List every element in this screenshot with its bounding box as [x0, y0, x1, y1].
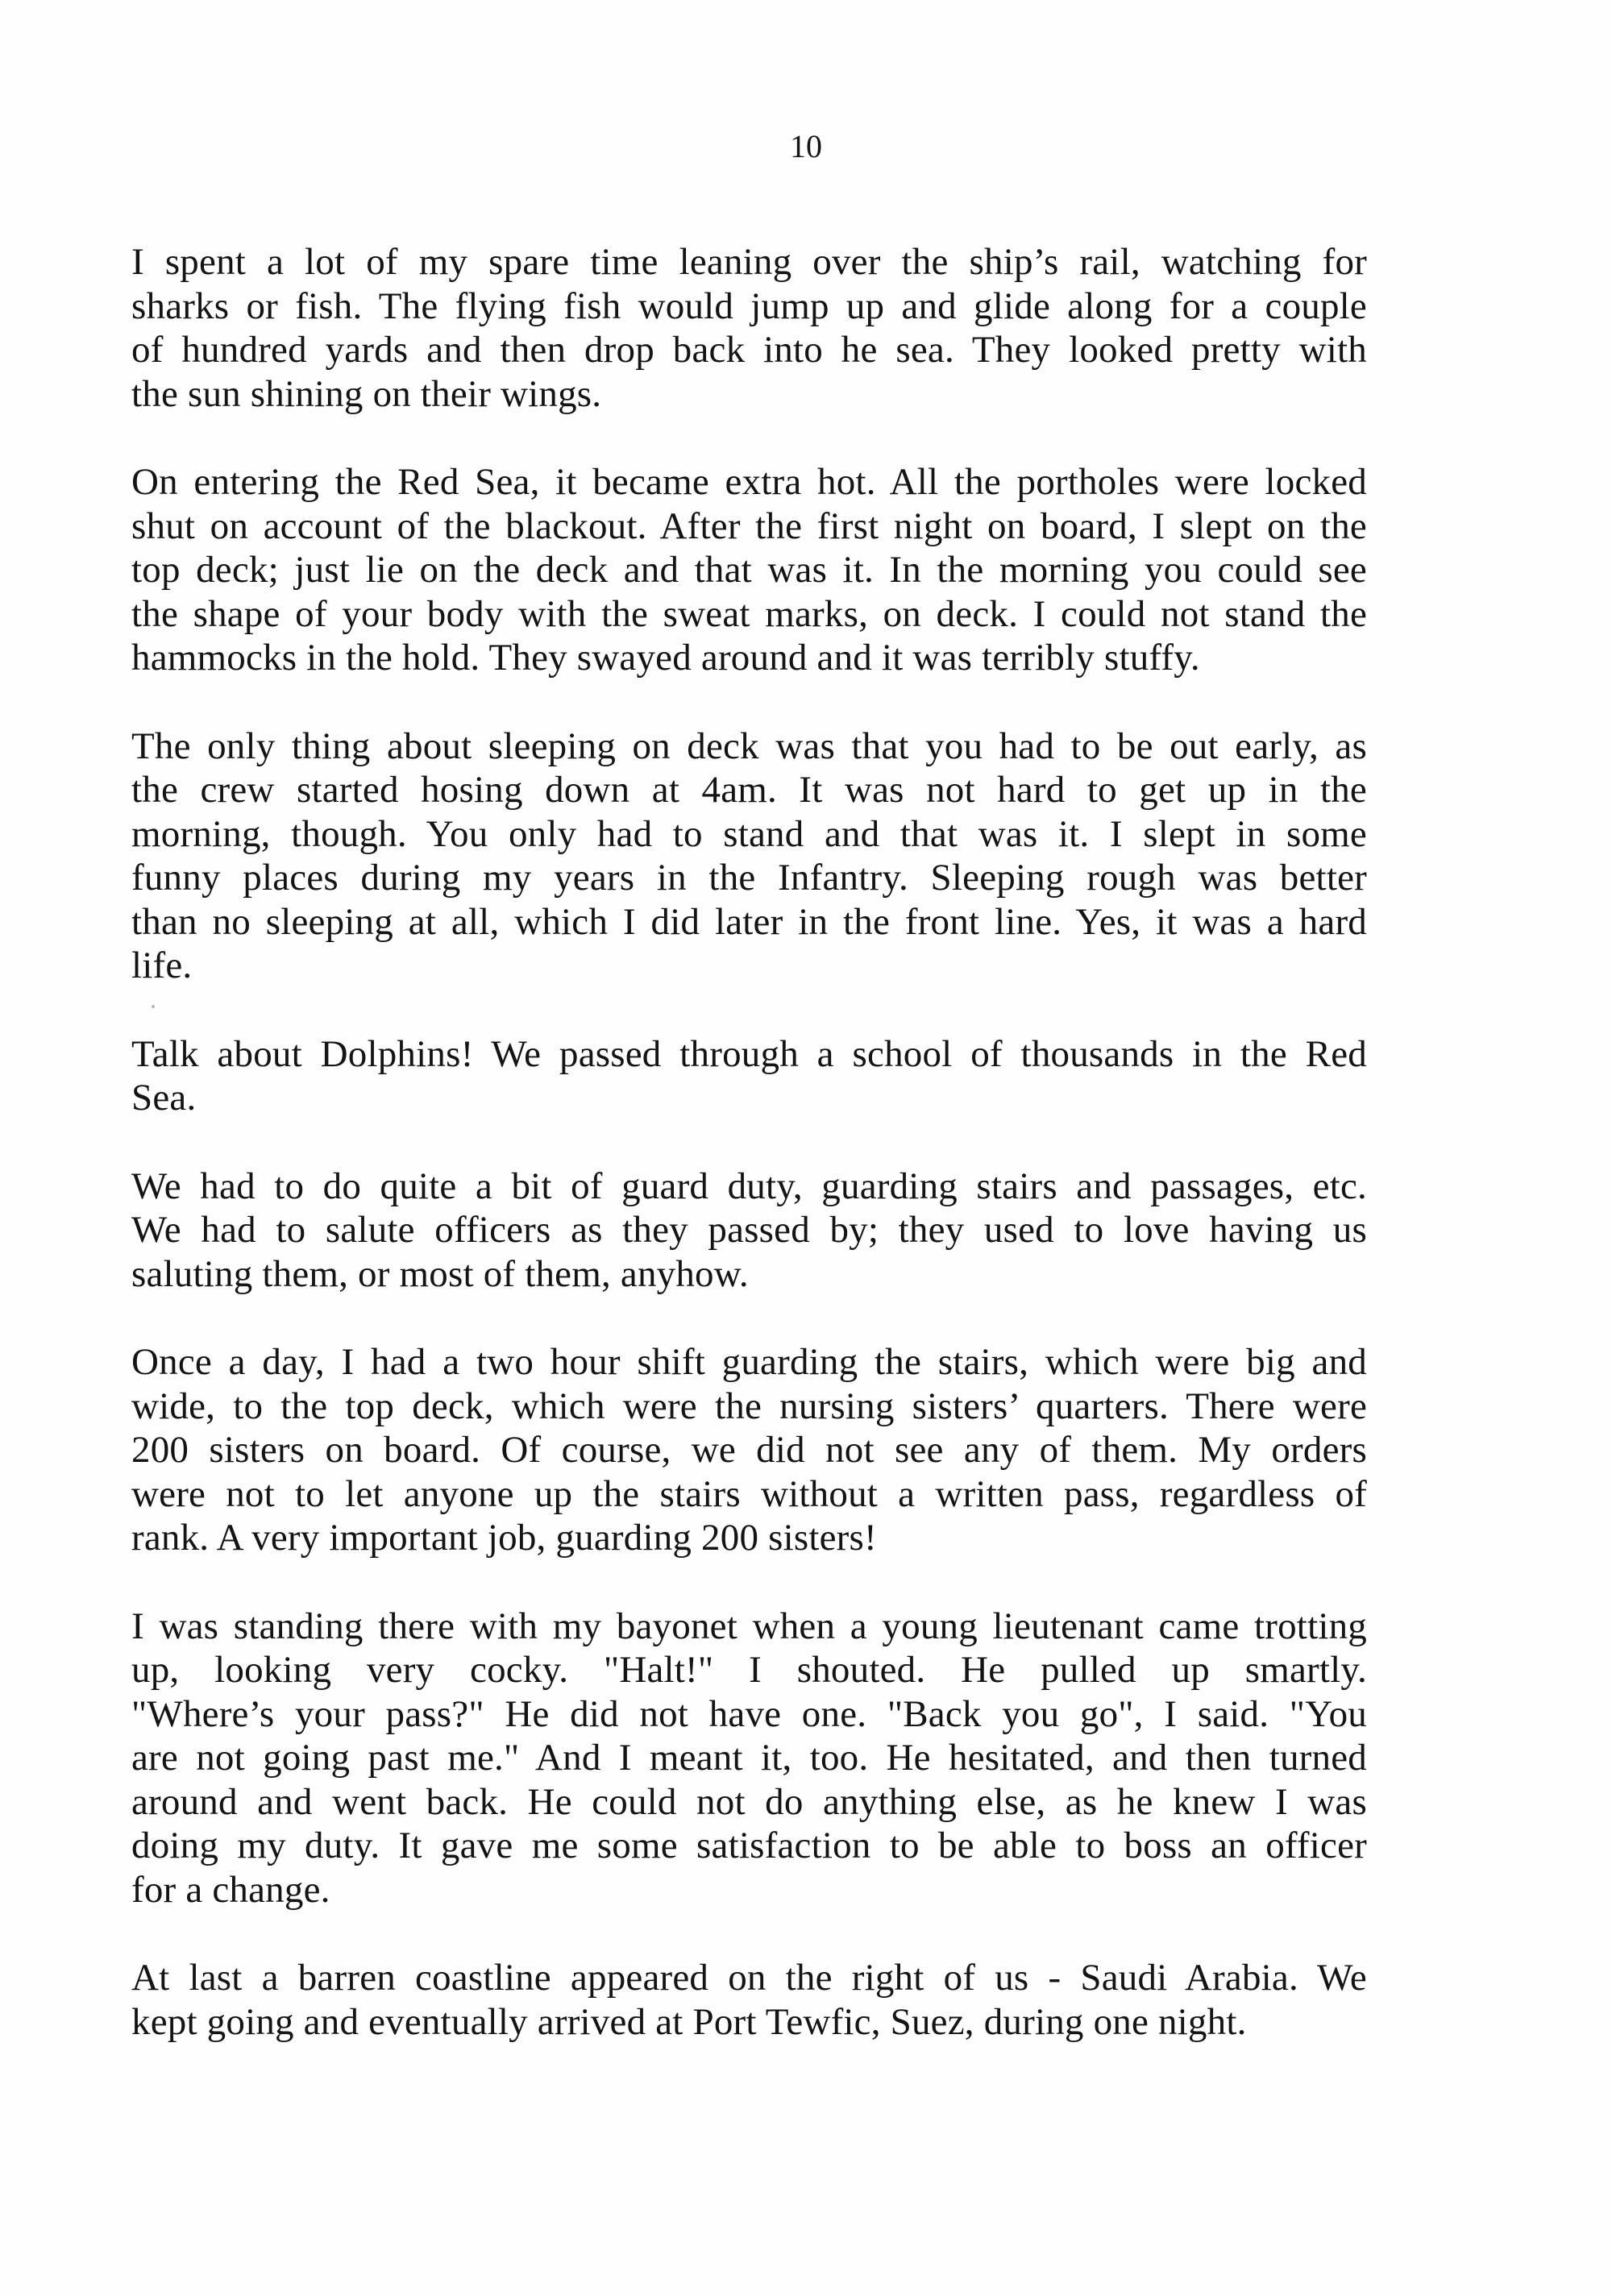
text-line: are not going past me." And I meant it, too. He hesitated, and then turned [131, 1737, 1367, 1779]
text-line: sharks or fish. The flying fish would jump up and glide along for a couple [131, 284, 1367, 327]
text-line: The only thing about sleeping on deck was that you had to be out early, as [131, 725, 1367, 767]
paragraph [131, 1340, 1367, 1560]
paragraph [131, 1032, 1367, 1120]
text-line: hammocks in the hold. They swayed around and it was terribly stuffy. [131, 637, 1200, 679]
text-line: 200 sisters on board. Of course, we did not see any of them. My orders [131, 1429, 1367, 1471]
text-line: saluting them, or most of them, anyhow. [131, 1252, 749, 1295]
text-line: than no sleeping at all, which I did later in the front line. Yes, it was a hard [131, 900, 1367, 943]
text-line: morning, though. You only had to stand and that was it. I slept in some [131, 812, 1367, 855]
text-line: wide, to the top deck, which were the nursing sisters’ quarters. There were [131, 1385, 1367, 1427]
text-line: I was standing there with my bayonet when a young lieutenant came trotting [131, 1605, 1367, 1647]
text-line: We had to salute officers as they passed by; they used to love having us [131, 1209, 1367, 1251]
text-line: "Where’s your pass?" He did not have one. "Back you go", I said. "You [131, 1692, 1367, 1735]
text-line: around and went back. He could not do anything else, as he knew I was [131, 1780, 1367, 1823]
paragraph [131, 1956, 1367, 2044]
text-line: were not to let anyone up the stairs without a written pass, regardless of [131, 1472, 1367, 1515]
text-line: top deck; just lie on the deck and that was it. In the morning you could see [131, 549, 1367, 591]
text-line: We had to do quite a bit of guard duty, guarding stairs and passages, etc. [131, 1165, 1367, 1207]
paragraph [131, 1605, 1367, 1912]
paragraph [131, 1165, 1367, 1297]
paragraph [131, 460, 1367, 680]
text-line: the shape of your body with the sweat marks, on deck. I could not stand the [131, 592, 1367, 635]
body-text [131, 240, 1367, 2088]
paragraph [131, 240, 1367, 416]
text-line: of hundred yards and then drop back into he sea. They looked pretty with [131, 329, 1367, 371]
text-line: kept going and eventually arrived at Port Tewfic, Suez, during one night. [131, 2000, 1247, 2043]
text-line: rank. A very important job, guarding 200 sisters! [131, 1517, 877, 1559]
text-line: funny places during my years in the Infantry. Sleeping rough was better [131, 857, 1367, 899]
text-line: On entering the Red Sea, it became extra hot. All the portholes were locked [131, 461, 1367, 503]
scan-speck [152, 1005, 155, 1008]
paragraph [131, 725, 1367, 988]
text-line: for a change. [131, 1868, 330, 1911]
text-line: At last a barren coastline appeared on the right of us - Saudi Arabia. We [131, 1957, 1367, 1999]
text-line: the sun shining on their wings. [131, 372, 602, 415]
text-line: up, looking very cocky. "Halt!" I shouted. He pulled up smartly. [131, 1649, 1367, 1691]
text-line: the crew started hosing down at 4am. It was not hard to get up in the [131, 769, 1367, 811]
text-line: shut on account of the blackout. After the first night on board, I slept on the [131, 504, 1367, 547]
page-number: 10 [790, 128, 822, 164]
text-line: life. [131, 945, 193, 986]
text-line: Sea. [131, 1077, 197, 1119]
text-line: Once a day, I had a two hour shift guarding the stairs, which were big and [131, 1341, 1367, 1383]
text-line: I spent a lot of my spare time leaning over the ship’s rail, watching for [131, 241, 1367, 283]
text-line: Talk about Dolphins! We passed through a school of thousands in the Red [131, 1032, 1367, 1075]
text-line: doing my duty. It gave me some satisfaction to be able to boss an officer [131, 1825, 1367, 1866]
